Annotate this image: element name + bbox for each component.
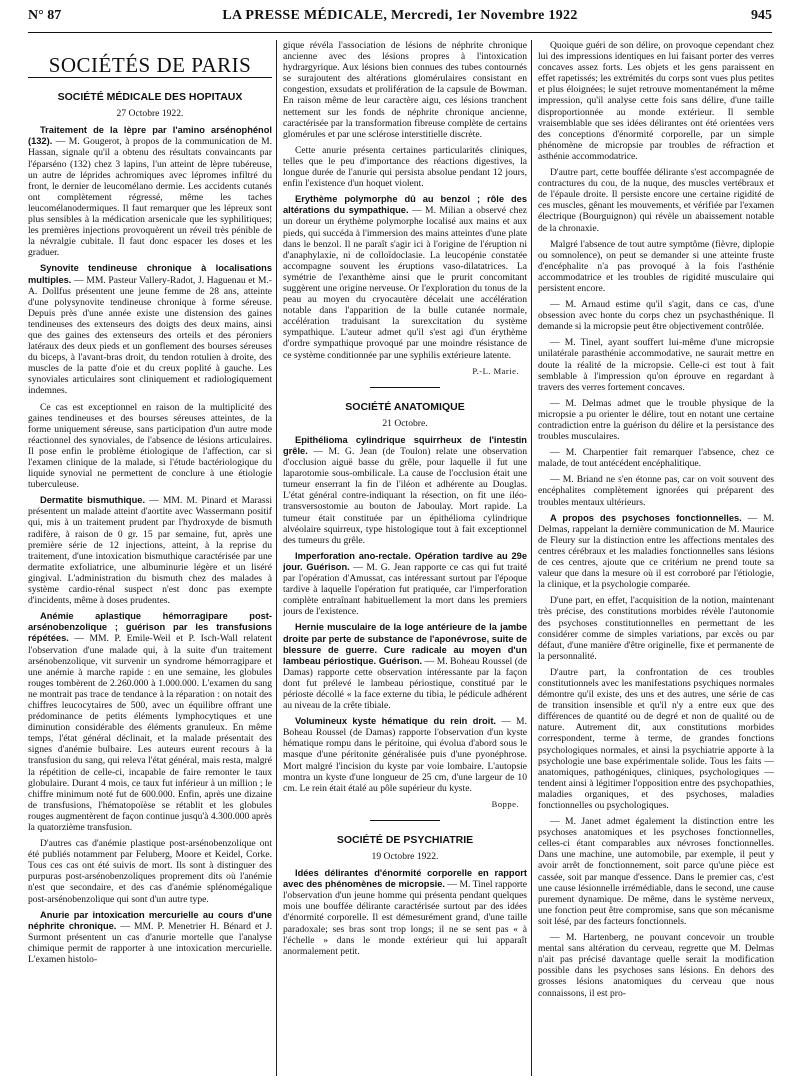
paragraph: — M. Tinel, ayant souffert lui-même d'une micropsie unilatérale parasthénie accommodative, ne saurait mettre en doute la réalité de la micropsie. Celle-ci est tout à fait semblable à l'impression qu'on éprouve en regardant à travers des verres fortement concaves. xyxy=(538,337,774,393)
paragraph-heading: Dermatite bismuthique. xyxy=(40,495,146,506)
paragraph: Malgré l'absence de tout autre symptôme (fièvre, diplopie ou somnolence), on peut se demander si une atteinte fruste d'encéphalite n'a pas provoqué à la fois l'asthénie accommodatrice et les troubles de rigidité musculaire qui persistent encore. xyxy=(538,238,774,294)
paragraph-heading: A propos des psychoses fonctionnelles. xyxy=(550,512,742,523)
paragraph: Quoique guéri de son délire, on provoque cependant chez lui des impressions identiques en lui faisant porter des verres concaves assez forts. Les objets et les gens paraissent en effet rapetissés; les extrémités du corps sont vues plus petites et plus éloignées; le sujet retrouve momentanément la même impression, qu'il analyse cette fois sans délire, d'une taille disproportionnée au monde extérieur. Il semble vraisemblable que ses idées délirantes ont été orientées vers des conceptions d'énormité corporelle, par un simple phénomène de micropsie par troubles de réfraction et asthénie accommodatrice. xyxy=(538,40,774,162)
session-date: 19 Octobre 1922. xyxy=(371,851,439,862)
journal-title: LA PRESSE MÉDICALE, Mercredi, 1er Novembre 1922 xyxy=(222,8,578,23)
author-signature: Boppe. xyxy=(491,798,519,809)
paragraph: Traitement de la lèpre par l'amino arsénophénol (132). — M. Gougerot, à propos de la communication de M. Hassan, signale qu'il a obtenu des résultats convaincants par l'éparséno (132) chez 3 lapins, l'un atteint de lèpre tubéreuse, un autre de léprides achromiques avec lépromes infiltré du front, le dernier de leucomélano dermie. Les accidents cutanés ont complètement régressé, même les taches leucomélanodermiques. Il faut remarquer que les lépreux sont plus sensibles à la médication arsenicale que les syphilitiques; les premières injections provoquèrent un réveil très pénible de la névralgie cubitale. Il faut donc espacer les doses et les graduer. xyxy=(28,125,272,259)
paragraph-heading: Erythème polymorphe dû au benzol ; rôle des altérations du sympathique. xyxy=(283,194,527,216)
column-2 xyxy=(283,40,527,1076)
session-date: 27 Octobre 1922. xyxy=(116,108,184,120)
section-title: SOCIÉTÉS DE PARIS xyxy=(28,60,272,78)
paragraph: — M. Briand ne s'en étonne pas, car on voit souvent des encéphalites complètement ignorées qui préparent des troubles mentaux ultérieurs. xyxy=(538,474,774,508)
paragraph: D'autres cas d'anémie plastique post-arsénobenzolique ont été publiés notamment par Feluberg, Moore et Keidel, Corke. Tous ces cas ont été suivis de mort. Ils sont à distinguer des purpuras post-arsénobenzoliques proprement dits où l'anémie n'est que secondaire, et des cas d'anémie splénomégalique post-arsénobenzolique qui sont d'un autre type. xyxy=(28,838,272,905)
paragraph: Erythème polymorphe dû au benzol ; rôle des altérations du sympathique. — M. Milian a observé chez un doreur un érythème polymorphe localisé aux mains et aux pieds, qui succéda à l'immersion des mains atteintes d'une plate dans le benzol. Il ne paraît s'agir ici à l'origine de l'éruption ni d'anaphylaxie, ni de colloïdoclasie. La leucopénie constatée accompagne souvent les éruptions vaso-dilatatrices. La symétrie de l'exanthème ainsi que le prurit concomitant suggèrent une origine nerveuse. Or l'exploration du tonus de la peau au moyen du cryocautère décelait une accélération notable dans l'apparition de la bulle cutanée normale, accélération traduisant la surexcitation du système sympathique. L'auteur admet qu'il s'est agi d'un érythème d'ordre sympathique provoqué par une moindre résistance de ce système conditionnée par une syphilis extérieure latente. xyxy=(283,194,527,361)
author-signature: P.-L. Marie. xyxy=(472,365,519,376)
paragraph: D'autre part, cette bouffée délirante s'est accompagnée de contractures du cou, de la nuque, des muscles vertébraux et de l'épaule droite. Il persiste encore une certaine rigidité de ces muscles, gênant les mouvements, et vérifiée par l'examen électrique (Bourguignon) qui révèle un abaissement notable de la chronaxie. xyxy=(538,167,774,234)
paragraph: — M. Hartenberg, ne pouvant concevoir un trouble mental sans altération du cerveau, regrette que M. Delmas n'ait pas précisé davantage quelle serait la modification possible dans les psychoses sans lésions. En dehors des grosses lésions anatomiques du cerveau que nous connaissons, il est pro- xyxy=(538,932,774,999)
society-heading: SOCIÉTÉ ANATOMIQUE xyxy=(345,400,465,413)
paragraph-heading: Idées délirantes d'énormité corporelle en rapport avec des phénomènes de micropsie. xyxy=(283,868,527,890)
divider xyxy=(370,387,440,388)
divider xyxy=(370,820,440,821)
column-divider xyxy=(276,40,277,1076)
column-1 xyxy=(28,40,272,1076)
paragraph: Anurie par intoxication mercurielle au cours d'une néphrite chronique. — MM. P. Menetrier H. Bénard et J. Surmont présentent un cas d'anurie mortelle que l'analyse chimique permit de rapporter à une intoxication mercurielle. L'examen histolo- xyxy=(28,909,272,966)
paragraph: Imperforation ano-rectale. Opération tardive au 29e jour. Guérison. — M. G. Jean rapporte ce cas qui fut traité par l'opération d'Amussat, cas intéressant surtout par l'époque tardive à laquelle l'opération fut pratiquée, car l'imperforation complète entraînant habituellement la mort dans les premiers jours de l'existence. xyxy=(283,550,527,618)
paragraph: Dermatite bismuthique. — MM. M. Pinard et Marassi présentent un malade atteint d'aortite avec Wassermann positif qui, mis à un traitement prudent par l'hydroxyde de bismuth radifère, à raison de 0 gr. 15 par semaine, fut, après une première série de 12 injections, atteint, à la reprise du traitement, d'une intoxication bismuthique caractérisée par une dermatite exfoliatrice, une albuminurie légère et un liséré gingival. L'administration du bismuth chez des malades à système cardio-rénal suspect n'est donc pas exempte d'incidents, même à doses prudentes. xyxy=(28,495,272,607)
session-date: 21 Octobre. xyxy=(382,417,428,429)
page-number: 945 xyxy=(751,8,772,23)
paragraph: D'une part, en effet, l'acquisition de la notion, maintenant très précise, des constitutions morbides révèle l'autonomie des psychoses constitutionnelles en permettant de les considérer comme de simples variations, par excès ou par défaut, d'une manière d'être originelle, fixe et permanente de la personnalité. xyxy=(538,595,774,662)
paragraph-heading: Anurie par intoxication mercurielle au cours d'une néphrite chronique. xyxy=(28,909,272,931)
column-3 xyxy=(538,40,774,1076)
column-divider xyxy=(531,40,532,1076)
paragraph: D'autre part, la confrontation de ces troubles constitutionnels avec les manifestations psychiques normales démontre qu'il existe, des uns et des autres, une série de cas de transition insensible et qu'il n'y a entre eux que des différences de quantité ou de degré et non de qualité ou de nature. Autrement dit, aux constitutions morbides correspondent, terme à terme, de grandes fonctions psychologiques normales, et ainsi la psychiatrie apporte à la psychologie une base expérimentale solide. Tous les faits — anatomiques, pathogéniques, cliniques, psychologiques — tendent ainsi à légitimer l'opposition entre des psychopathies, maladies organiques, et des psychoses, maladies fonctionnelles ou psychologiques. xyxy=(538,666,774,811)
paragraph-heading: Imperforation ano-rectale. Opération tardive au 29e jour. Guérison. xyxy=(283,550,527,572)
paragraph: gique révéla l'association de lésions de néphrite chronique ancienne avec des lésions propres à l'intoxication hydrargyrique. Aux lésions bien connues des tubes contournés se surajoutent des altérations glomérulaires consistant en congestion, exsudats et prolifération de la capsule de Bowman. En raison même de leur caractère aigu, ces lésions tranchent nettement sur les fonds de néphrite chronique ancienne, caractérisée par la transformation fibreuse complète de certains glomérules et par une sclérose interstitielle discrète. xyxy=(283,40,527,140)
paragraph-heading: Synovite tendineuse chronique à localisations multiples. xyxy=(28,263,272,285)
paragraph: Volumineux kyste hématique du rein droit. — M. Boheau Roussel (de Damas) rapporte l'observation d'un kyste hématique rompu dans le péritoine, qui évolua d'abord sous le masque d'une péritonite généralisée puis d'une pyonéphrose. Mort malgré l'incision du kyste par voie lombaire. L'autopsie montra un kyste d'une longueur de 25 cm, d'une largeur de 10 cm. Le rein était étalé au pôle supérieur du kyste. xyxy=(283,716,527,794)
paragraph-heading: Volumineux kyste hématique du rein droit. xyxy=(295,716,496,727)
paragraph: — M. Arnaud estime qu'il s'agit, dans ce cas, d'une obsession avec honte du corps chez un psychasthénique. Il demande si la micropsie peut être objectivement contrôlée. xyxy=(538,299,774,333)
header-rule xyxy=(28,32,772,33)
society-heading: SOCIÉTÉ DE PSYCHIATRIE xyxy=(336,833,474,846)
paragraph: — M. Delmas admet que le trouble physique de la micropsie a pu orienter le délire, tout en notant une certaine contradiction entre la guérison du délire et la persistance des troubles musculaires. xyxy=(538,397,774,443)
paragraph: Epithélioma cylindrique squirrheux de l'intestin grêle. — M. G. Jean (de Toulon) relate une observation d'occlusion aiguë basse du grêle, pour laquelle il fut une laparotomie sous-ombilicale. La cause de l'occlusion était une tumeur enserrant la fin de l'iléon et adhérente au Douglas. L'état général contre-indiquant la résection, on fit une iléo-transversostomie au bouton de Jaboulay. Mort rapide. La tumeur était constituée par un épithélioma cylindrique alvéolaire squirreux, type histologique tout à fait exceptionnel des tumeurs du grêle. xyxy=(283,434,527,546)
paragraph: Anémie aplastique hémorragipare post-arsénobenzolique ; guérison par les transfusions répétées. — MM. P. Emile-Weil et P. Isch-Wall relatent l'observation d'une malade qui, à la suite d'un traitement arsénobenzolique, vit survenir un syndrome hémorragipare et une anémie à marche rapide : en une semaine, les globules rouges tombèrent de 2.260.000 à 1.000.000. L'examen du sang ne montrait pas trace de tendance à la réparation : on notait des chiffres leucocytaires de 500, avec un équilibre offrant une prédominance de petits éléments lymphocytiques et une diminution considérable des éléments granuleux. En même temps, l'état général déclinait, et la malade présentait des signes d'anémie bulbaire. Les auteurs eurent recours à la transfusion du sang, qui releva l'état général, mais resta, malgré la répétition de celle-ci, incapable de faire remonter le taux globulaire. Durant 4 mois, ce taux fut inférieur à un million ; le chiffre minimum noté fut de 600.000. Enfin, après une dizaine de transfusions, l'hématopoïèse se rétablit et les globules rouges augmentèrent de façon continue jusqu'à 4.300.000 après la quatorzième transfusion. xyxy=(28,611,272,833)
paragraph: Cette anurie présenta certaines particularités cliniques, telles que le peu d'importance des réactions digestives, la longue durée de l'anurie qui persista absolue pendant 12 jours, enfin l'existence d'un hoquet violent. xyxy=(283,144,527,190)
paragraph: — M. Janet admet également la distinction entre les psychoses anatomiques et les psychoses fonctionnelles, celles-ci étant comparables aux névroses fonctionnelles. Dans une machine, une automobile, par exemple, il peut y avoir arrêt de fonctionnement, soit parce qu'une pièce est cassée, soit par manque d'essence. Dans le premier cas, c'est une cause lésionnelle irrémédiable, dans le second, une cause purement dynamique. De même, dans le système nerveux, une fonction peut être compromise, sans que son mécanisme soit lésé, par des facteurs fonctionnels. xyxy=(538,816,774,927)
paragraph: — M. Charpentier fait remarquer l'absence, chez ce malade, de tout antécédent encéphalitique. xyxy=(538,447,774,470)
society-heading: SOCIÉTÉ MÉDICALE DES HOPITAUX xyxy=(57,91,243,104)
paragraph-heading: Anémie aplastique hémorragipare post-arsénobenzolique ; guérison par les transfusions répétées. xyxy=(28,611,272,644)
paragraph-heading: Hernie musculaire de la loge antérieure de la jambe droite par perte de substance de l'aponévrose, suite de blessure de guerre. Cure radicale au moyen d'un lambeau périostique. Guérison. xyxy=(283,622,527,666)
paragraph: Synovite tendineuse chronique à localisations multiples. — MM. Pasteur Vallery-Radot, J. Haguenau et M.-A. Dollfus présentent une jeune femme de 28 ans, atteinte d'une polysynovite tendineuse chronique à forme séreuse. Depuis près d'une année existe une distension des gaines tendineuses des extenseurs des doigts des deux mains, ainsi que des gaines des extenseurs des orteils et des péroniers latéraux des deux pieds et un gonflement des bourses séreuses du biceps, à l'avant-bras droit, du tendon rotulien à droite, des muscles de la patte d'oie et du creux poplité à gauche. Les synoviales articulaires sont cliniquement et radiologiquement indemnes. xyxy=(28,263,272,397)
paragraph: Ce cas est exceptionnel en raison de la multiplicité des gaines tendineuses et des bourses séreuses atteintes, de la forme uniquement séreuse, sans participation d'un autre mode réactionnel des synoviales, de l'absence de lésions articulaires. Il pose enfin le problème étiologique de l'affection, car si l'examen clinique de la malade, si l'étude bactériologique du liquide synovial ne permettent de conclure à une étiologie tuberculeuse. xyxy=(28,401,272,491)
paragraph: Idées délirantes d'énormité corporelle en rapport avec des phénomènes de micropsie. — M. Tinel rapporte l'observation d'un jeune homme qui présenta pendant quelques mois une bouffée délirante caractérisée surtout par des idées d'énormité corporelle. Il est démesurément grand, d'une taille paradoxale; ses bras sont trop longs; il ne se sent pas « à l'échelle » dans le monde extérieur qui lui apparaît anormalement petit. xyxy=(283,868,527,957)
paragraph: A propos des psychoses fonctionnelles. — M. Delmas, rappelant la dernière communication de M. Maurice de Fleury sur la distinction entre les affections mentales des centres cérébraux et les maladies fonctionnelles sans lésions de ces centres, ajoute que ce critérium ne prend toute sa valeur que dans la mesure où il est corroboré par l'étiologie, la clinique, et la psychologie comparée. xyxy=(538,512,774,591)
paragraph: Hernie musculaire de la loge antérieure de la jambe droite par perte de substance de l'aponévrose, suite de blessure de guerre. Cure radicale au moyen d'un lambeau périostique. Guérison. — M. Boheau Roussel (de Damas) rapporte cette observation intéressante par la façon dont fut prélevé le lambeau périostique, constitué par le périoste décollé « la face externe du tibia, le pédicule adhérent au niveau de la crête tibiale. xyxy=(283,622,527,712)
page-header xyxy=(28,8,772,28)
issue-number: N° 87 xyxy=(28,8,62,23)
paragraph-heading: Traitement de la lèpre par l'amino arsénophénol (132). xyxy=(28,125,272,147)
paragraph-heading: Epithélioma cylindrique squirrheux de l'intestin grêle. xyxy=(283,434,527,456)
